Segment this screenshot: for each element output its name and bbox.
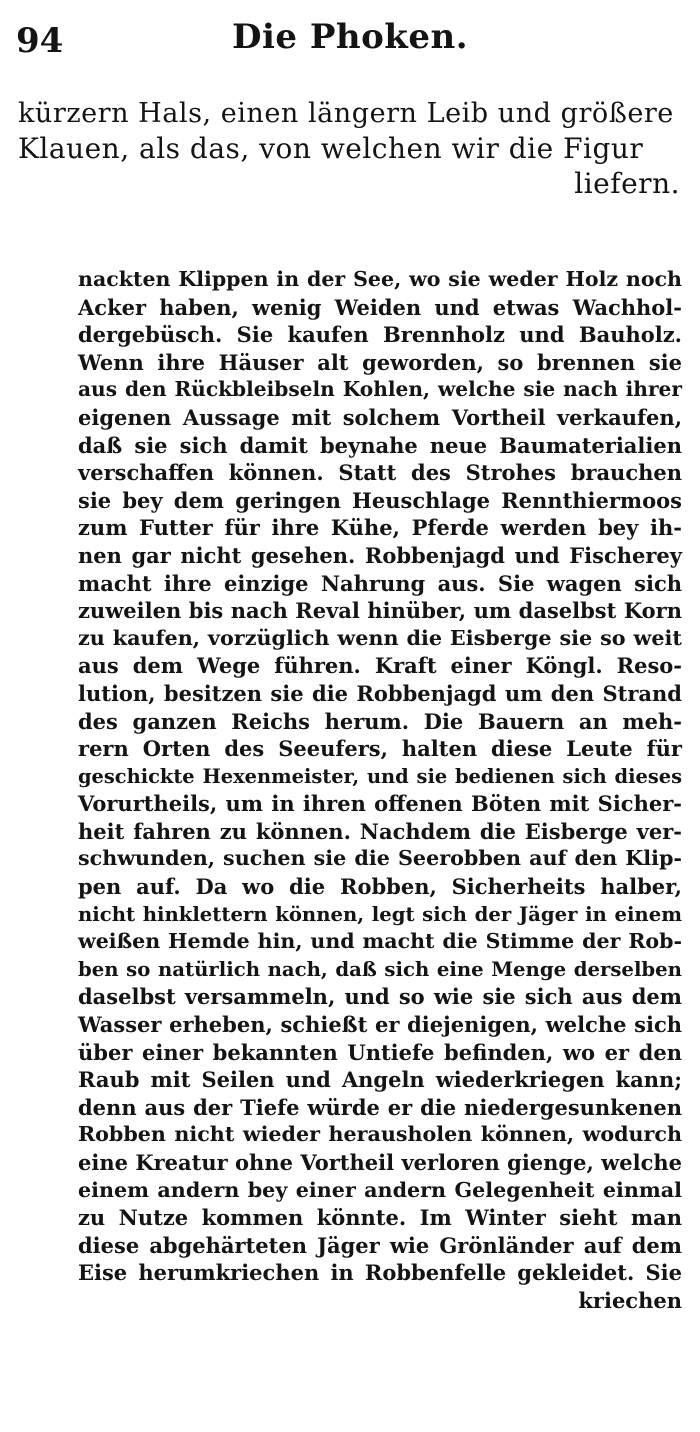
text-line: daselbst versammeln, und so wie sie sich aus dem [78, 984, 682, 1010]
text-line: lution, besitzen sie die Robbenjagd um den Strand [78, 680, 682, 706]
body-paragraph [78, 266, 682, 1315]
text-line: Robben nicht wieder herausholen können, wodurch [78, 1122, 682, 1147]
text-line: nen gar nicht gesehen. Robbenjagd und Fischerey [78, 542, 682, 568]
text-line: über einer bekannten Untiefe befinden, wo er den [78, 1039, 682, 1065]
text-line: Vorurtheils, um in ihren offenen Böten mit Sicher- [78, 791, 682, 817]
text-line: Wenn ihre Häuser alt geworden, so brennen sie [78, 349, 682, 375]
text-line: aus dem Wege führen. Kraft einer Köngl. Reso- [78, 653, 682, 679]
text-line: dergebüsch. Sie kaufen Brennholz und Bauholz. [78, 322, 682, 348]
text-line: Acker haben, wenig Weiden und etwas Wachhol- [78, 294, 682, 320]
note-line: kürzern Hals, einen längern Leib und größere [18, 98, 674, 129]
text-line: Raub mit Seilen und Angeln wiederkriegen kann; [78, 1067, 682, 1093]
text-line: ben so natürlich nach, daß sich eine Menge derselben [78, 957, 682, 981]
text-line: denn aus der Tiefe würde er die niedergesunkenen [78, 1094, 682, 1120]
text-line: nackten Klippen in der See, wo sie weder Holz noch [78, 267, 682, 291]
text-line: pen auf. Da wo die Robben, Sicherheits halber, [78, 874, 682, 900]
text-line: schwunden, suchen sie die Seerobben auf den Klip- [78, 846, 682, 871]
text-line: verschaffen können. Statt des Strohes brauchen [78, 460, 682, 486]
text-line: aus den Rückbleibseln Kohlen, welche sie nach ihrer [78, 377, 682, 402]
text-line: macht ihre einzige Nahrung aus. Sie wagen sich [78, 570, 682, 596]
text-line: einem andern bey einer andern Gelegenheit einmal [78, 1177, 682, 1202]
text-line: rern Orten des Seeufers, halten diese Leute für [78, 736, 682, 762]
text-line: daß sie sich damit beynahe neue Baumaterialien [78, 432, 682, 458]
running-title: Die Phoken. [231, 17, 469, 57]
text-line: diese abgehärteten Jäger wie Grönländer auf dem [78, 1232, 682, 1258]
text-line: Wasser erheben, schießt er diejenigen, welche sich [78, 1012, 682, 1038]
text-line: zu Nutze kommen könnte. Im Winter sieht man [78, 1205, 682, 1231]
text-line: geschickte Hexenmeister, und sie bedienen sich dieses [78, 764, 682, 788]
text-line: eine Kreatur ohne Vortheil verloren gienge, welche [78, 1150, 682, 1175]
footnote-continuation [18, 96, 680, 201]
text-line: des ganzen Reichs herum. Die Bauern an meh- [78, 708, 682, 734]
text-line: nicht hinklettern können, legt sich der Jäger in einem [78, 902, 682, 926]
text-line: Eise herumkriechen in Robbenfelle gekleidet. Sie [78, 1260, 682, 1286]
text-line: zuweilen bis nach Reval hinüber, um daselbst Korn [78, 598, 682, 624]
text-line: eigenen Aussage mit solchem Vortheil verkaufen, [78, 404, 682, 430]
note-line: liefern. [574, 167, 680, 200]
catchword: kriechen [578, 1287, 682, 1313]
text-line: zu kaufen, vorzüglich wenn die Eisberge sie so weit [78, 625, 682, 650]
text-line: sie bey dem geringen Heuschlage Rennthiermoos [78, 487, 682, 513]
page-number: 94 [16, 21, 64, 61]
text-line: zum Futter für ihre Kühe, Pferde werden bey ih- [78, 515, 682, 541]
note-line: Klauen, als das, von welchen wir die Figur [18, 132, 644, 165]
text-line: weißen Hemde hin, und macht die Stimme der Rob- [78, 929, 682, 954]
text-line: heit fahren zu können. Nachdem die Eisberge ver- [78, 818, 682, 844]
